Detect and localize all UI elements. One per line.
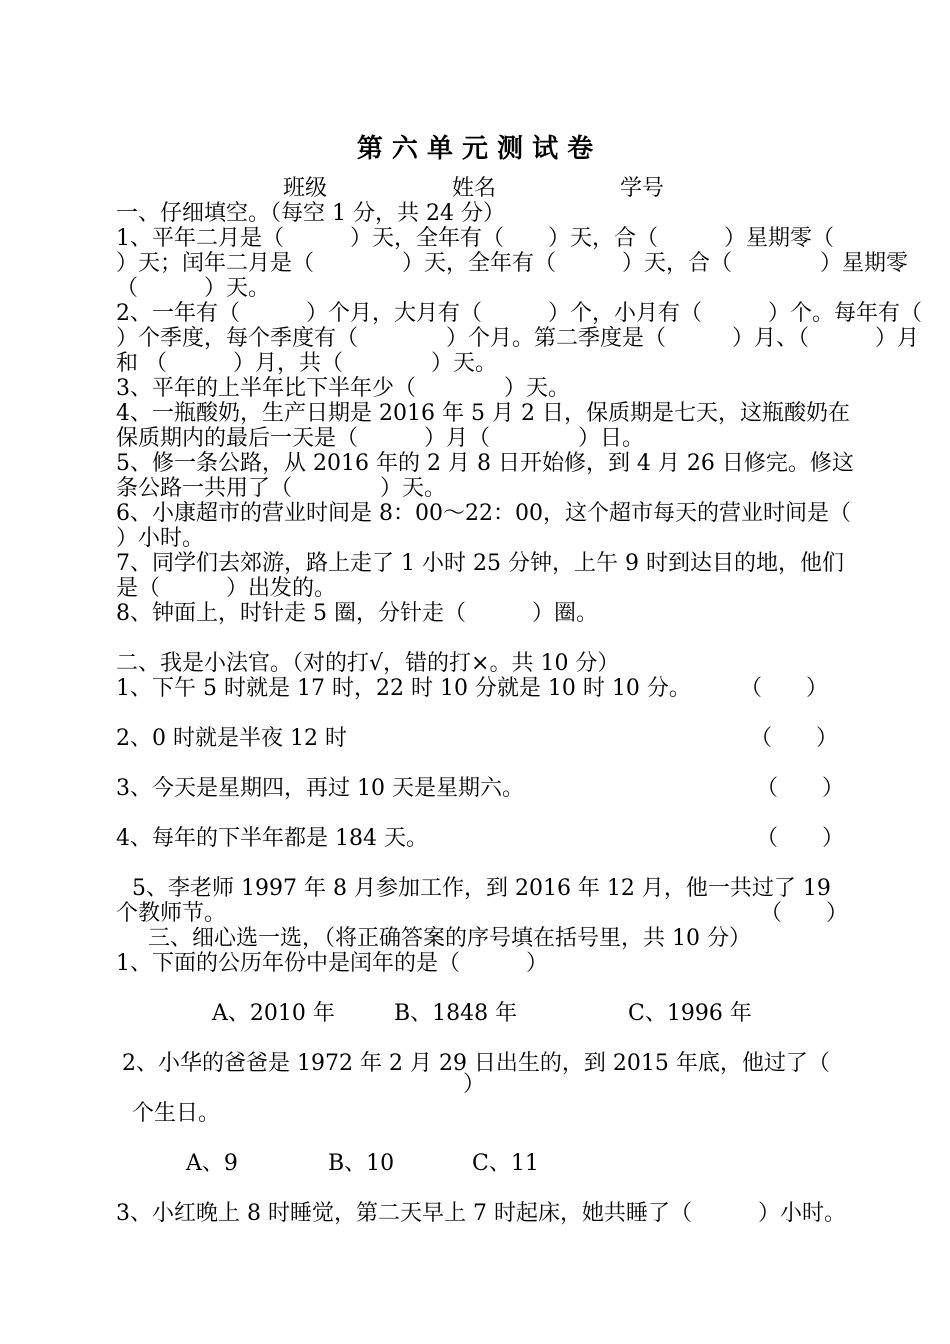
judge-item: 个教师节。 <box>116 901 227 926</box>
answer-bracket: （ ） <box>740 676 829 701</box>
name-label: 姓名 <box>452 176 497 201</box>
section1-line: 和 （ ）月，共（ ）天。 <box>116 351 497 376</box>
section1-line: 8、钟面上，时针走 5 圈，分针走（ ）圈。 <box>116 601 598 626</box>
judge-item: 3、今天是星期四，再过 10 天是星期六。 <box>116 776 524 801</box>
section2-heading: 二、我是小法官。（对的打√，错的打×。共 10 分） <box>116 651 620 676</box>
section1-line: 7、同学们去郊游，路上走了 1 小时 25 分钟，上午 9 时到达目的地，他们 <box>116 551 844 576</box>
section1-line: （ ）天。 <box>116 276 271 301</box>
choice-option: A、9 <box>186 1151 238 1176</box>
answer-bracket: （ ） <box>760 901 849 926</box>
choice-question: ） <box>463 1072 486 1097</box>
section1-line: ）天；闰年二月是（ ）天，全年有（ ）天，合（ ）星期零 <box>116 251 909 276</box>
judge-item: 2、0 时就是半夜 12 时 <box>116 726 347 751</box>
answer-bracket: （ ） <box>750 726 839 751</box>
choice-option: C、11 <box>472 1151 539 1176</box>
choice-option: B、10 <box>328 1151 395 1176</box>
choice-question: 3、小红晚上 8 时睡觉，第二天早上 7 时起床，她共睡了（ ）小时。 <box>116 1201 846 1226</box>
answer-bracket: （ ） <box>756 826 845 851</box>
page-title: 第 六 单 元 测 试 卷 <box>356 134 594 164</box>
judge-item: 1、下午 5 时就是 17 时，22 时 10 分就是 10 时 10 分。 <box>116 676 691 701</box>
section1-line: 5、修一条公路，从 2016 年的 2 月 8 日开始修，到 4 月 26 日修完。修这 <box>116 451 854 476</box>
id-label: 学号 <box>620 176 665 201</box>
section1-line: 条公路一共用了（ ）天。 <box>116 476 447 501</box>
class-label: 班级 <box>283 176 328 201</box>
section1-line: ）小时。 <box>116 526 205 551</box>
judge-item: 4、每年的下半年都是 184 天。 <box>116 826 428 851</box>
choice-question: 个生日。 <box>132 1101 221 1126</box>
answer-bracket: （ ） <box>756 776 845 801</box>
choice-question: 2、小华的爸爸是 1972 年 2 月 29 日出生的，到 2015 年底，他过了（ <box>122 1051 830 1076</box>
section3-heading: 三、细心选一选，（将正确答案的序号填在括号里，共 10 分） <box>148 926 751 951</box>
choice-option: C、1996 年 <box>628 1001 752 1026</box>
judge-item: 5、李老师 1997 年 8 月参加工作，到 2016 年 12 月，他一共过了 19 <box>132 876 831 901</box>
section1-line: 2、一年有（ ）个月，大月有（ ）个，小月有（ ）个。每年有（ <box>116 301 922 326</box>
choice-question: 1、下面的公历年份中是闰年的是（ ） <box>116 951 548 976</box>
choice-option: B、1848 年 <box>394 1001 518 1026</box>
section1-line: 3、平年的上半年比下半年少（ ）天。 <box>116 376 570 401</box>
section1-line: ）个季度，每个季度有（ ）个月。第二季度是（ ）月、（ ）月 <box>116 326 920 351</box>
section1-line: 6、小康超市的营业时间是 8：00～22：00，这个超市每天的营业时间是（ <box>116 501 851 526</box>
section1-line: 4、一瓶酸奶，生产日期是 2016 年 5 月 2 日，保质期是七天，这瓶酸奶在 <box>116 401 850 426</box>
choice-option: A、2010 年 <box>212 1001 335 1026</box>
section1-line: 1、平年二月是（ ）天，全年有（ ）天，合（ ）星期零（ <box>116 226 834 251</box>
section1-heading: 一、仔细填空。（每空 1 分，共 24 分） <box>116 201 505 226</box>
section1-line: 保质期内的最后一天是（ ）月（ ）日。 <box>116 426 645 451</box>
section1-line: 是（ ）出发的。 <box>116 576 337 601</box>
